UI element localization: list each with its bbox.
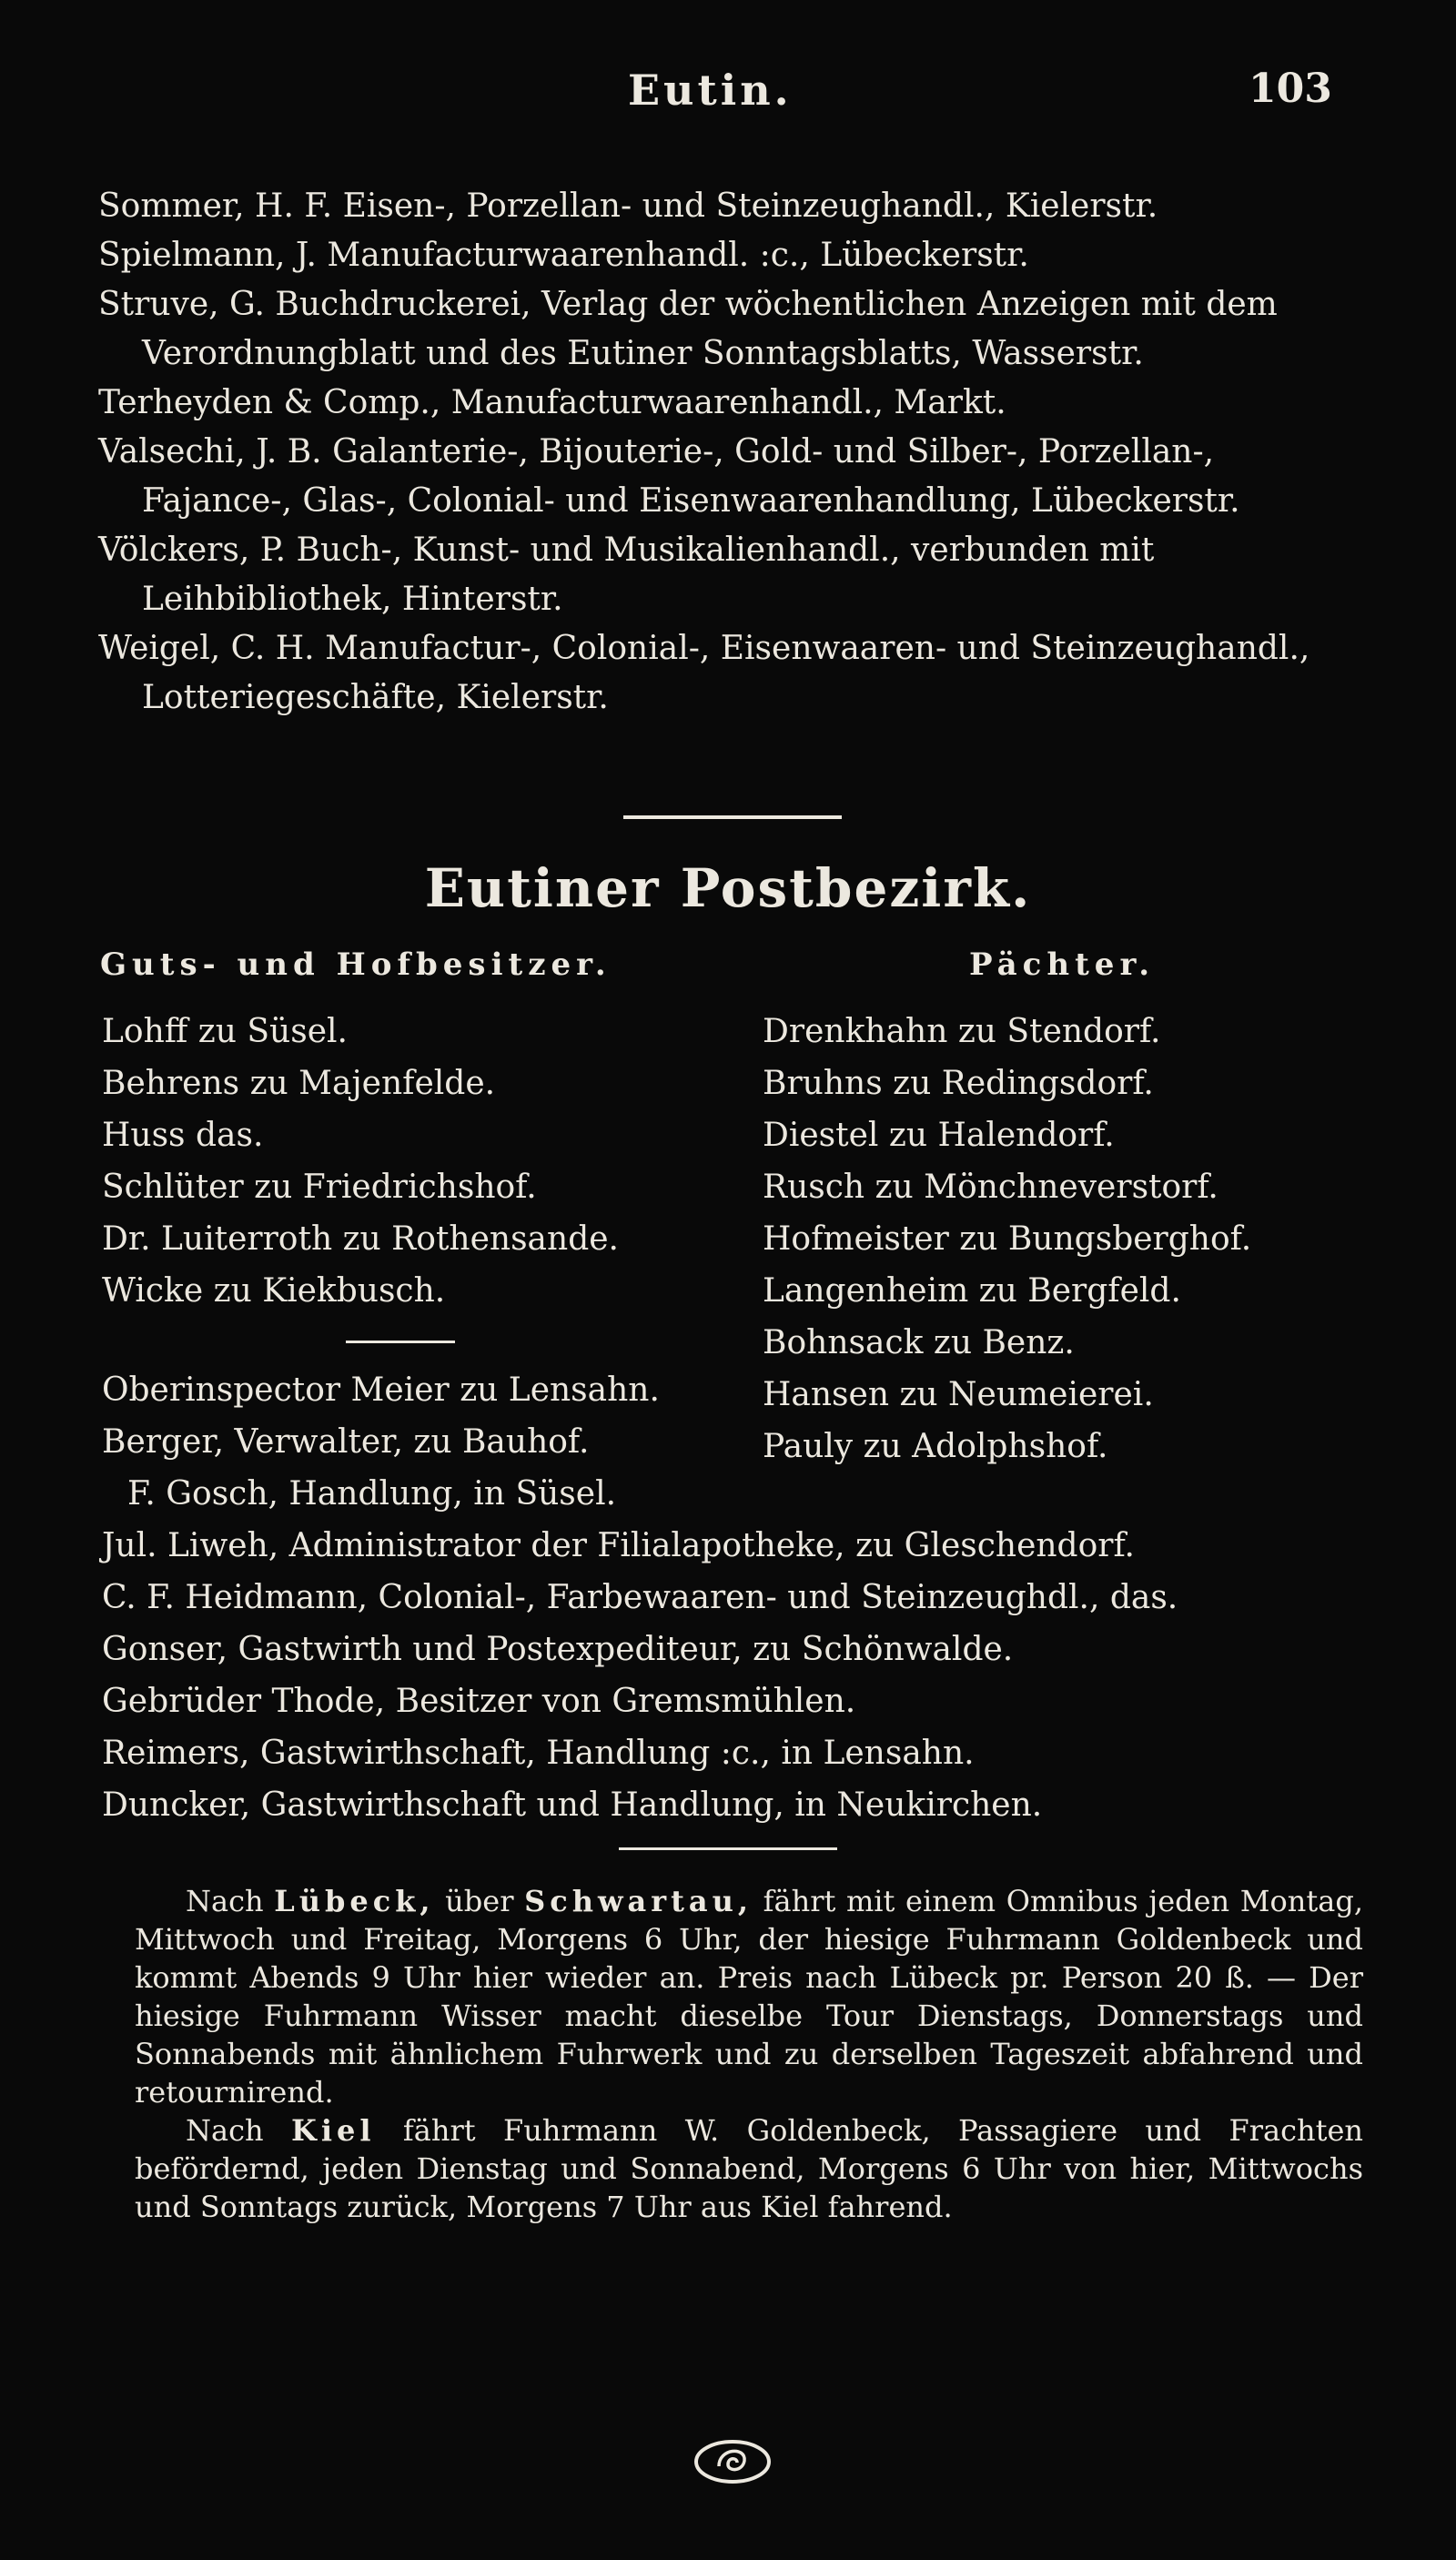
section-title: Eutiner Postbezirk. — [424, 857, 1032, 919]
list-item: Bruhns zu Redingsdorf. — [763, 1065, 1154, 1102]
divider-rule — [346, 1341, 455, 1343]
tenants-column-header: Pächter. — [969, 946, 1156, 983]
list-item: C. F. Heidmann, Colonial-, Farbewaaren- und Steinzeughdl., das. — [102, 1579, 1178, 1616]
page-number: 103 — [1249, 66, 1332, 112]
place-name: Schwartau, — [524, 1884, 753, 1918]
list-item: Pauly zu Adolphshof. — [763, 1428, 1108, 1465]
list-item: Berger, Verwalter, zu Bauhof. — [102, 1423, 590, 1461]
place-name: Kiel — [291, 2113, 376, 2148]
list-item: Duncker, Gastwirthschaft und Handlung, in Neukirchen. — [102, 1786, 1043, 1824]
tenants-list — [763, 1006, 1251, 1472]
list-item: Reimers, Gastwirthschaft, Handlung :c., in Lensahn. — [102, 1735, 975, 1772]
divider-rule — [623, 815, 842, 819]
place-name: Lübeck, — [274, 1884, 435, 1918]
list-item: Wicke zu Kiekbusch. — [102, 1272, 446, 1310]
misc-list — [102, 1520, 1376, 1831]
list-item: Langenheim zu Bergfeld. — [763, 1272, 1181, 1310]
directory-entry: Struve, G. Buchdruckerei, Verlag der wöchentlichen Anzeigen mit dem Verordnungblatt und des Eutiner Sonntagsblatts, Wasserstr. — [98, 286, 1278, 372]
directory-entry: Sommer, H. F. Eisen-, Porzellan- und Steinzeughandl., Kielerstr. — [98, 187, 1158, 225]
directory-entry: Valsechi, J. B. Galanterie-, Bijouterie-, Gold- und Silber-, Porzellan-, Fajance-, Glas-, Colonial- und Eisenwaarenhandlung, Lübeckerstr. — [98, 433, 1240, 520]
transport-notes — [135, 1882, 1363, 2226]
list-item: Gebrüder Thode, Besitzer von Gremsmühlen. — [102, 1683, 856, 1720]
note-paragraph: Nach Kiel fährt Fuhrmann W. Goldenbeck, Passagiere und Frachten befördernd, jeden Dienstag und Sonnabend, Morgens 6 Uhr von hier, Mittwochs und Sonntags zurück, Morgens 7 Uhr aus Kiel fahrend. — [135, 2113, 1364, 2224]
list-item: Behrens zu Majenfelde. — [102, 1065, 496, 1102]
list-item: Gonser, Gastwirth und Postexpediteur, zu Schönwalde. — [102, 1631, 1014, 1668]
business-directory — [98, 182, 1354, 723]
directory-entry: Weigel, C. H. Manufactur-, Colonial-, Eisenwaaren- und Steinzeughandl., Lotteriegeschäfte, Kielerstr. — [98, 630, 1310, 716]
list-item: Bohnsack zu Benz. — [763, 1324, 1075, 1361]
list-item: Hansen zu Neumeierei. — [763, 1376, 1154, 1413]
list-item: Diestel zu Halendorf. — [763, 1117, 1115, 1154]
directory-entry: Terheyden & Comp., Manufacturwaarenhandl., Markt. — [98, 384, 1006, 421]
owners-column-header: Guts- und Hofbesitzer. — [100, 946, 612, 983]
list-item: Hofmeister zu Bungsberghof. — [763, 1220, 1252, 1258]
page-header — [0, 66, 1456, 120]
list-item: Drenkhahn zu Stendorf. — [763, 1013, 1161, 1050]
directory-entry: Spielmann, J. Manufacturwaarenhandl. :c., Lübeckerstr. — [98, 237, 1029, 274]
officials-list — [102, 1364, 660, 1520]
list-item: Huss das. — [102, 1117, 264, 1154]
list-item: Rusch zu Mönchneverstorf. — [763, 1169, 1218, 1206]
ornament-icon — [692, 2430, 774, 2497]
list-item: Dr. Luiterroth zu Rothensande. — [102, 1220, 620, 1258]
running-title: Eutin. — [628, 66, 793, 115]
list-item: F. Gosch, Handlung, in Süsel. — [127, 1475, 617, 1513]
owners-list — [102, 1006, 619, 1317]
list-item: Schlüter zu Friedrichshof. — [102, 1169, 537, 1206]
note-paragraph: Nach Lübeck, über Schwartau, fährt mit einem Omnibus jeden Montag, Mittwoch und Freitag, Morgens 6 Uhr, der hiesige Fuhrmann Goldenbeck und kommt Abends 9 Uhr hier wieder an. Preis nach Lübeck pr. Person 20 ß. — Der hiesige Fuhrmann Wisser macht dieselbe Tour Dienstags, Donnerstags und Sonnabends mit ähnlichem Fuhrwerk und zu derselben Tageszeit abfahrend und retournirend. — [135, 1884, 1364, 2110]
list-item: Oberinspector Meier zu Lensahn. — [102, 1371, 660, 1409]
directory-entry: Völckers, P. Buch-, Kunst- und Musikalienhandl., verbunden mit Leihbibliothek, Hinterstr. — [98, 531, 1155, 618]
list-item: Lohff zu Süsel. — [102, 1013, 348, 1050]
divider-rule — [619, 1847, 837, 1850]
list-item: Jul. Liweh, Administrator der Filialapotheke, zu Gleschendorf. — [102, 1527, 1135, 1564]
